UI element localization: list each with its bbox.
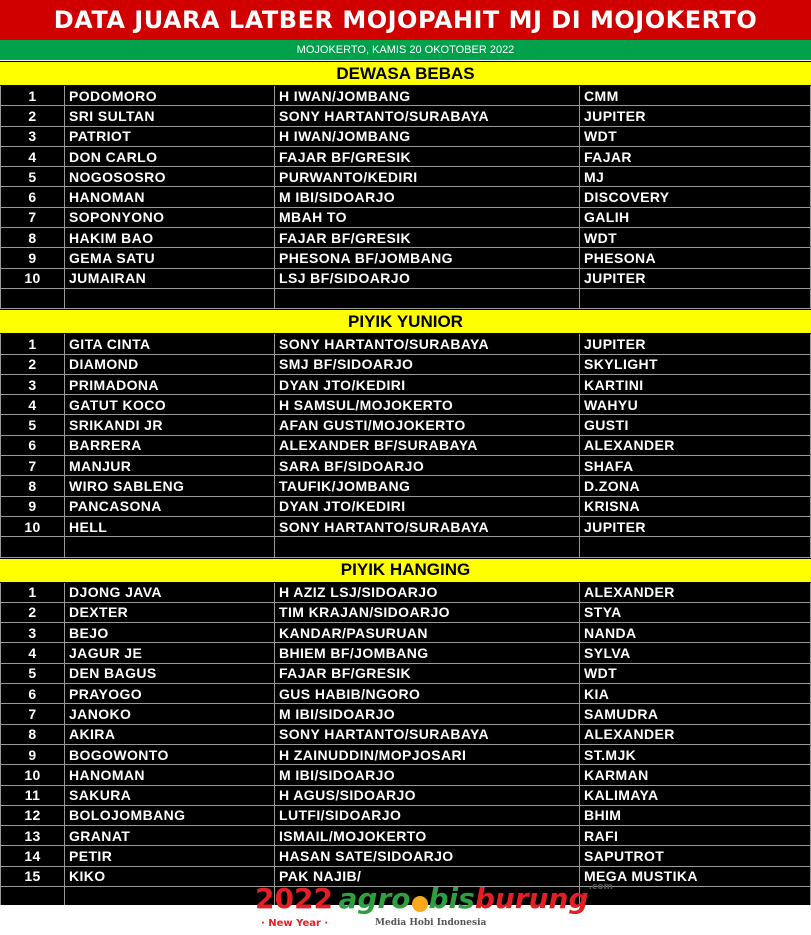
bird-name-cell: PODOMORO — [65, 86, 275, 106]
team-cell: SAMUDRA — [580, 704, 811, 724]
bird-name-cell: JANOKO — [65, 704, 275, 724]
rank-cell: 15 — [0, 867, 65, 887]
logo-brand-b: bis — [428, 882, 475, 915]
owner-cell: FAJAR BF/GRESIK — [275, 147, 580, 167]
rank-cell: 4 — [0, 395, 65, 415]
category-header: PIYIK YUNIOR — [0, 309, 811, 334]
owner-cell: BHIEM BF/JOMBANG — [275, 643, 580, 663]
owner-cell: SONY HARTANTO/SURABAYA — [275, 106, 580, 126]
rank-cell: 7 — [0, 208, 65, 228]
team-cell: WDT — [580, 127, 811, 147]
logo-ball-icon — [412, 896, 428, 912]
table-row — [0, 517, 811, 537]
bird-name-cell: SAKURA — [65, 786, 275, 806]
team-cell: STYA — [580, 603, 811, 623]
table-row — [0, 127, 811, 147]
team-cell: BHIM — [580, 806, 811, 826]
owner-cell: ALEXANDER BF/SURABAYA — [275, 436, 580, 456]
owner-cell: LSJ BF/SIDOARJO — [275, 269, 580, 289]
owner-cell: SONY HARTANTO/SURABAYA — [275, 334, 580, 354]
team-cell: JUPITER — [580, 517, 811, 537]
team-cell: CMM — [580, 86, 811, 106]
rank-cell: 9 — [0, 497, 65, 517]
owner-cell: PHESONA BF/JOMBANG — [275, 248, 580, 268]
rank-cell: 3 — [0, 127, 65, 147]
empty-cell — [580, 537, 811, 557]
rank-cell: 14 — [0, 846, 65, 866]
empty-cell — [0, 289, 65, 309]
rank-cell: 3 — [0, 375, 65, 395]
rank-cell: 5 — [0, 664, 65, 684]
bird-name-cell: SRIKANDI JR — [65, 415, 275, 435]
bird-name-cell: BOGOWONTO — [65, 745, 275, 765]
table-row — [0, 228, 811, 248]
bird-name-cell: PRAYOGO — [65, 684, 275, 704]
empty-cell — [580, 289, 811, 309]
rank-cell: 5 — [0, 167, 65, 187]
bird-name-cell: SRI SULTAN — [65, 106, 275, 126]
rank-cell: 12 — [0, 806, 65, 826]
rank-cell: 13 — [0, 826, 65, 846]
rank-cell: 8 — [0, 725, 65, 745]
rank-cell: 3 — [0, 623, 65, 643]
table-row — [0, 375, 811, 395]
rank-cell: 1 — [0, 86, 65, 106]
bird-name-cell: WIRO SABLENG — [65, 476, 275, 496]
table-row — [0, 167, 811, 187]
rank-cell: 8 — [0, 476, 65, 496]
bird-name-cell: DIAMOND — [65, 355, 275, 375]
bird-name-cell: GATUT KOCO — [65, 395, 275, 415]
table-row — [0, 725, 811, 745]
rank-cell: 2 — [0, 603, 65, 623]
table-row — [0, 704, 811, 724]
team-cell: KALIMAYA — [580, 786, 811, 806]
table-row — [0, 497, 811, 517]
agrobisburung-logo — [255, 882, 613, 929]
bird-name-cell: BEJO — [65, 623, 275, 643]
owner-cell: DYAN JTO/KEDIRI — [275, 497, 580, 517]
bird-name-cell: HELL — [65, 517, 275, 537]
owner-cell: HASAN SATE/SIDOARJO — [275, 846, 580, 866]
bird-name-cell: PANCASONA — [65, 497, 275, 517]
team-cell: MJ — [580, 167, 811, 187]
team-cell: KIA — [580, 684, 811, 704]
team-cell: SYLVA — [580, 643, 811, 663]
table-row — [0, 334, 811, 354]
table-row — [0, 456, 811, 476]
results-table — [0, 61, 811, 905]
spacer-row — [0, 289, 811, 309]
owner-cell: LUTFI/SIDOARJO — [275, 806, 580, 826]
team-cell: JUPITER — [580, 334, 811, 354]
bird-name-cell: HANOMAN — [65, 765, 275, 785]
team-cell: SHAFA — [580, 456, 811, 476]
table-row — [0, 846, 811, 866]
table-row — [0, 187, 811, 207]
table-row — [0, 786, 811, 806]
owner-cell: AFAN GUSTI/MOJOKERTO — [275, 415, 580, 435]
owner-cell: H SAMSUL/MOJOKERTO — [275, 395, 580, 415]
owner-cell: M IBI/SIDOARJO — [275, 187, 580, 207]
owner-cell: SARA BF/SIDOARJO — [275, 456, 580, 476]
logo-tagline: · New Year · — [261, 918, 329, 929]
table-row — [0, 86, 811, 106]
owner-cell: M IBI/SIDOARJO — [275, 765, 580, 785]
empty-cell — [275, 289, 580, 309]
bird-name-cell: BOLOJOMBANG — [65, 806, 275, 826]
rank-cell: 7 — [0, 704, 65, 724]
bird-name-cell: MANJUR — [65, 456, 275, 476]
owner-cell: SMJ BF/SIDOARJO — [275, 355, 580, 375]
empty-cell — [0, 537, 65, 557]
table-row — [0, 208, 811, 228]
bird-name-cell: HAKIM BAO — [65, 228, 275, 248]
owner-cell: ISMAIL/MOJOKERTO — [275, 826, 580, 846]
table-row — [0, 623, 811, 643]
rank-cell: 9 — [0, 248, 65, 268]
rank-cell: 1 — [0, 334, 65, 354]
rank-cell: 11 — [0, 786, 65, 806]
rank-cell: 10 — [0, 269, 65, 289]
bird-name-cell: BARRERA — [65, 436, 275, 456]
table-row — [0, 395, 811, 415]
logo-brand-c: burung — [474, 882, 589, 915]
owner-cell: PAK NAJIB/ — [275, 867, 580, 887]
page-title: DATA JUARA LATBER MOJOPAHIT MJ DI MOJOKERTO — [0, 0, 811, 40]
rank-cell: 2 — [0, 355, 65, 375]
category-header: DEWASA BEBAS — [0, 61, 811, 86]
bird-name-cell: PATRIOT — [65, 127, 275, 147]
empty-cell — [65, 289, 275, 309]
rank-cell: 6 — [0, 187, 65, 207]
team-cell: DISCOVERY — [580, 187, 811, 207]
table-row — [0, 415, 811, 435]
owner-cell: DYAN JTO/KEDIRI — [275, 375, 580, 395]
team-cell: ALEXANDER — [580, 436, 811, 456]
team-cell: ALEXANDER — [580, 725, 811, 745]
team-cell: WDT — [580, 664, 811, 684]
team-cell: MEGA MUSTIKA — [580, 867, 811, 887]
table-row — [0, 269, 811, 289]
logo-media-text: Media Hobi Indonesia — [375, 918, 487, 928]
rank-cell: 10 — [0, 765, 65, 785]
table-row — [0, 745, 811, 765]
empty-cell — [65, 537, 275, 557]
team-cell: NANDA — [580, 623, 811, 643]
bird-name-cell: AKIRA — [65, 725, 275, 745]
category-header: PIYIK HANGING — [0, 558, 811, 583]
logo-year: 2022 — [255, 882, 333, 915]
owner-cell: FAJAR BF/GRESIK — [275, 228, 580, 248]
spacer-row — [0, 537, 811, 557]
event-date-subtitle: MOJOKERTO, KAMIS 20 OKOTOBER 2022 — [0, 40, 811, 60]
team-cell: KARTINI — [580, 375, 811, 395]
owner-cell: H IWAN/JOMBANG — [275, 86, 580, 106]
rank-cell: 8 — [0, 228, 65, 248]
team-cell: WAHYU — [580, 395, 811, 415]
owner-cell: H AGUS/SIDOARJO — [275, 786, 580, 806]
rank-cell: 6 — [0, 684, 65, 704]
team-cell: JUPITER — [580, 106, 811, 126]
bird-name-cell: JAGUR JE — [65, 643, 275, 663]
team-cell: SKYLIGHT — [580, 355, 811, 375]
table-row — [0, 765, 811, 785]
team-cell: SAPUTROT — [580, 846, 811, 866]
owner-cell: PURWANTO/KEDIRI — [275, 167, 580, 187]
bird-name-cell: HANOMAN — [65, 187, 275, 207]
table-row — [0, 476, 811, 496]
owner-cell: SONY HARTANTO/SURABAYA — [275, 517, 580, 537]
team-cell: KARMAN — [580, 765, 811, 785]
table-row — [0, 826, 811, 846]
bird-name-cell: NOGOSOSRO — [65, 167, 275, 187]
logo-domain: .com — [588, 882, 613, 892]
bird-name-cell: PETIR — [65, 846, 275, 866]
rank-cell: 4 — [0, 643, 65, 663]
team-cell: FAJAR — [580, 147, 811, 167]
bird-name-cell: DJONG JAVA — [65, 583, 275, 603]
owner-cell: TAUFIK/JOMBANG — [275, 476, 580, 496]
table-row — [0, 436, 811, 456]
owner-cell: H IWAN/JOMBANG — [275, 127, 580, 147]
table-row — [0, 643, 811, 663]
team-cell: GUSTI — [580, 415, 811, 435]
owner-cell: GUS HABIB/NGORO — [275, 684, 580, 704]
table-row — [0, 147, 811, 167]
team-cell: D.ZONA — [580, 476, 811, 496]
bird-name-cell: JUMAIRAN — [65, 269, 275, 289]
team-cell: RAFI — [580, 826, 811, 846]
bird-name-cell: DON CARLO — [65, 147, 275, 167]
owner-cell: MBAH TO — [275, 208, 580, 228]
table-row — [0, 806, 811, 826]
team-cell: GALIH — [580, 208, 811, 228]
bird-name-cell: GEMA SATU — [65, 248, 275, 268]
owner-cell: KANDAR/PASURUAN — [275, 623, 580, 643]
table-row — [0, 684, 811, 704]
rank-cell: 5 — [0, 415, 65, 435]
team-cell: ST.MJK — [580, 745, 811, 765]
owner-cell: H ZAINUDDIN/MOPJOSARI — [275, 745, 580, 765]
empty-cell — [275, 537, 580, 557]
table-row — [0, 106, 811, 126]
rank-cell: 2 — [0, 106, 65, 126]
bird-name-cell: PRIMADONA — [65, 375, 275, 395]
table-row — [0, 583, 811, 603]
bird-name-cell: SOPONYONO — [65, 208, 275, 228]
table-row — [0, 664, 811, 684]
table-row — [0, 248, 811, 268]
team-cell: PHESONA — [580, 248, 811, 268]
bird-name-cell: DEXTER — [65, 603, 275, 623]
table-row — [0, 355, 811, 375]
owner-cell: H AZIZ LSJ/SIDOARJO — [275, 583, 580, 603]
team-cell: KRISNA — [580, 497, 811, 517]
owner-cell: TIM KRAJAN/SIDOARJO — [275, 603, 580, 623]
bird-name-cell: GRANAT — [65, 826, 275, 846]
rank-cell: 1 — [0, 583, 65, 603]
team-cell: JUPITER — [580, 269, 811, 289]
rank-cell: 10 — [0, 517, 65, 537]
bird-name-cell: GITA CINTA — [65, 334, 275, 354]
owner-cell: SONY HARTANTO/SURABAYA — [275, 725, 580, 745]
rank-cell: 4 — [0, 147, 65, 167]
team-cell: ALEXANDER — [580, 583, 811, 603]
rank-cell: 9 — [0, 745, 65, 765]
bird-name-cell: KIKO — [65, 867, 275, 887]
team-cell: WDT — [580, 228, 811, 248]
bird-name-cell: DEN BAGUS — [65, 664, 275, 684]
rank-cell: 6 — [0, 436, 65, 456]
logo-brand-a: agro — [338, 882, 411, 915]
owner-cell: M IBI/SIDOARJO — [275, 704, 580, 724]
rank-cell: 7 — [0, 456, 65, 476]
owner-cell: FAJAR BF/GRESIK — [275, 664, 580, 684]
table-row — [0, 603, 811, 623]
